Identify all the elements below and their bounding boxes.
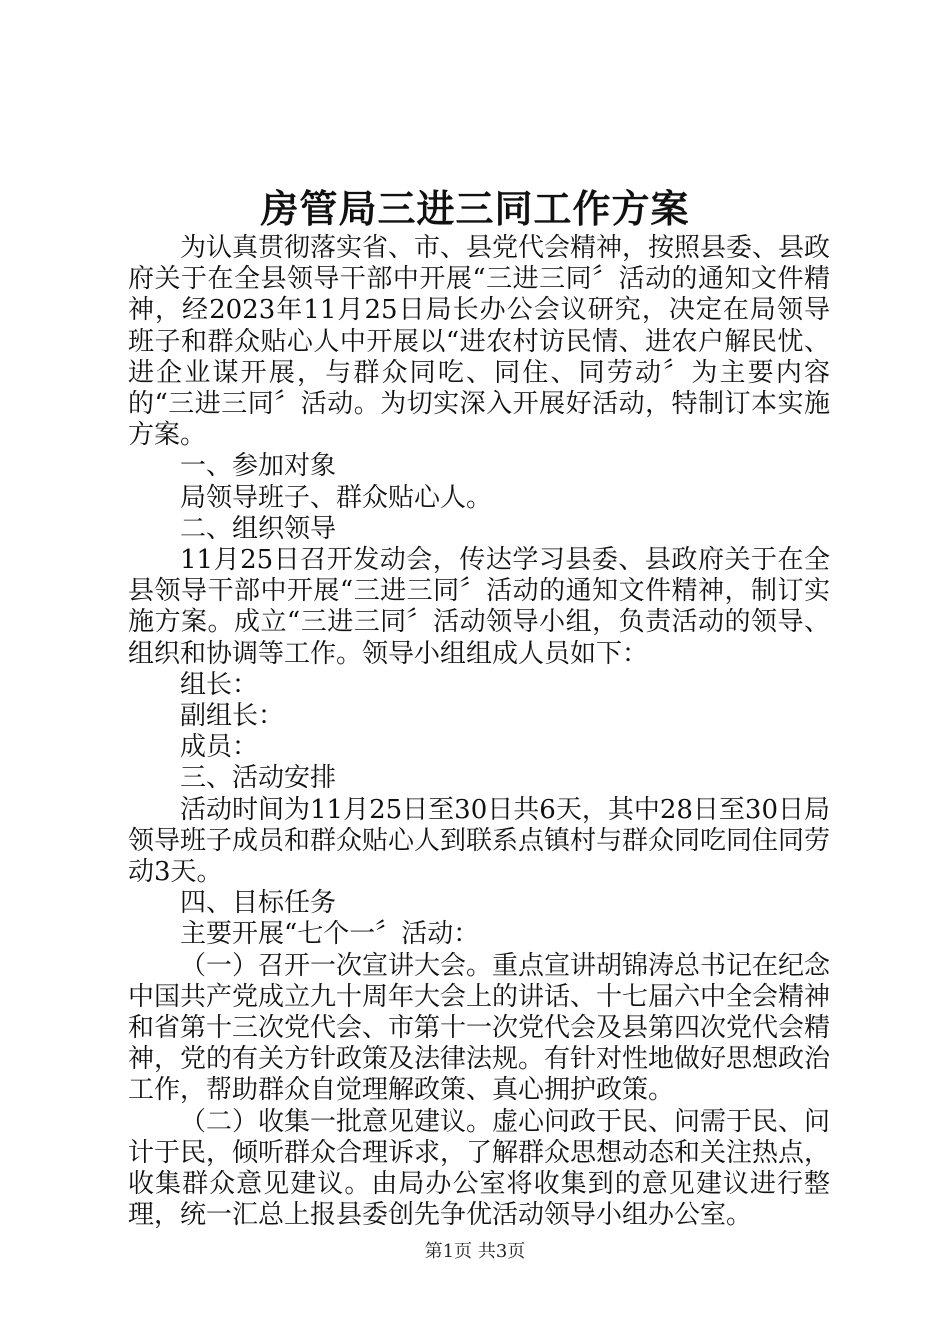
paragraph-members: 成员：: [180, 732, 259, 763]
section-heading-leadership: 二、组织领导: [180, 513, 337, 544]
paragraph-intro: 为认真贯彻落实省、市、县党代会精神，按照县委、县政府关于在全县领导干部中开展“三进三同〞活动的通知文件精神，经2023年11月25日局长办公会议研究，决定在局领导班子和群众贴心人中开展以“进农村访民情、进农户解民忧、进企业谋开展，与群众同吃、同住、同劳动〞为主要内容的“三进三同〞活动。为切实深入开展好活动，特制订本实施方案。: [128, 233, 831, 451]
paragraph-leadership: 11月25日召开发动会，传达学习县委、县政府关于在全县领导干部中开展“三进三同〞活动的通知文件精神，制订实施方案。成立“三进三同〞活动领导小组，负责活动的领导、组织和协调等工作。领导小组组成人员如下：: [128, 545, 830, 669]
paragraph-tasks-intro: 主要开展“七个一〞活动：: [180, 919, 480, 950]
section-heading-schedule: 三、活动安排: [180, 763, 337, 794]
section-heading-tasks: 四、目标任务: [180, 888, 337, 919]
paragraph-task-two: （二）收集一批意见建议。虚心问政于民、问需于民、问计于民，倾听群众合理诉求，了解群众思想动态和关注热点，收集群众意见建议。由局办公室将收集到的意见建议进行整理，统一汇总上报县委创先争优活动领导小组办公室。: [128, 1106, 831, 1231]
paragraph-task-one: （一）召开一次宣讲大会。重点宣讲胡锦涛总书记在纪念中国共产党成立九十周年大会上的讲话、十七届六中全会精神和省第十三次党代会、市第十一次党代会及县第四次党代会精神，党的有关方针政策及法律法规。有针对性地做好思想政治工作，帮助群众自觉理解政策、真心拥护政策。: [128, 950, 831, 1106]
document-body: [128, 233, 830, 1232]
paragraph-participants: 局领导班子、群众贴心人。: [180, 482, 493, 513]
paragraph-schedule: 活动时间为11月25日至30日共6天，其中28日至30日局领导班子成员和群众贴心人到联系点镇村与群众同吃同住同劳动3天。: [128, 794, 831, 888]
page-footer: 第1页 共3页: [424, 1241, 526, 1262]
paragraph-deputy-leader: 副组长：: [180, 701, 285, 732]
section-heading-participants: 一、参加对象: [180, 451, 337, 482]
document-title: 房管局三进三同工作方案: [260, 186, 690, 231]
paragraph-group-leader: 组长：: [180, 669, 259, 700]
